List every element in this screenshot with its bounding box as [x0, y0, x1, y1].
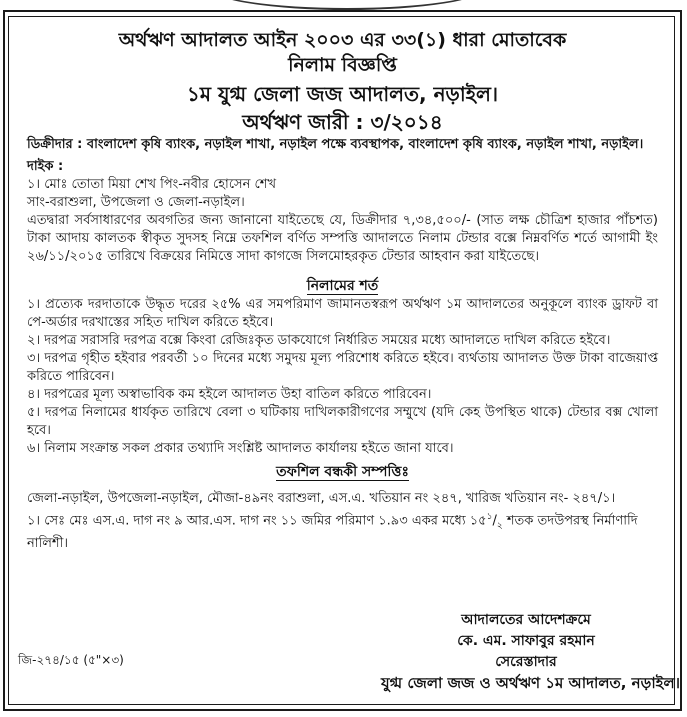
- conditions-title-text: নিলামের শর্ত: [306, 278, 379, 294]
- fraction-numerator: ১: [486, 512, 493, 522]
- schedule-item: ১। সেঃ মেঃ এস.এ. দাগ নং ৯ আর.এস. দাগ নং ১১ জমির পরিমাণ ১.৯৩ একর মধ্যে $১৫^১/_২$ শতক তদউপরস্থ নির্মাণাদি নালিশী।: [27, 512, 638, 551]
- signatory-court: যুগ্ম জেলা জজ ও অর্থঋণ ১ম আদালত, নড়াইল।: [381, 674, 681, 692]
- act-reference-heading: অর্থঋণ আদালত আইন ২০০৩ এর ৩৩(১) ধারা মোতাবেক: [118, 29, 567, 51]
- debtor-name: ১। মোঃ তোতা মিয়া শেখ পিং-নবীর হোসেন শেখ: [27, 177, 277, 192]
- conditions-list: [27, 296, 658, 458]
- schedule-title-text: তফশিল বন্ধকী সম্পত্তিঃ: [276, 464, 409, 480]
- auction-notice: [8, 16, 681, 705]
- decree-holder: ডিক্রীদার : বাংলাদেশ কৃষি ব্যাংক, নড়াইল শাখা, নড়াইল পক্ষে ব্যবস্থাপক, বাংলাদেশ কৃষি ব্যাংক, নড়াইল শাখা, নড়াইল।: [27, 137, 644, 152]
- condition-item: ৩। দরপত্র গৃহীত হইবার পরবর্তী ১০ দিনের মধ্যে সমুদয় মূল্য পরিশোধ করিতে হইবে। ব্যর্থতায় আদালত উক্ত টাকা বাজেয়াপ্ত করিতে পারিবেন।: [27, 351, 658, 384]
- condition-item: ৫। দরপত্র নিলামের ধার্যকৃত তারিখে বেলা ৩ ঘটিকায় দাখিলকারীগণের সম্মুখে (যদি কেহ উপস্থিত থাকে) টেন্ডার বক্স খোলা হবে।: [27, 405, 658, 438]
- schedule-item-tail: শতক তদউপরস্থ নির্মাণাদি নালিশী।: [27, 513, 638, 551]
- schedule-title: [27, 462, 658, 482]
- case-number: অর্থঋণ জারী : ৩/২০১৪: [242, 110, 443, 134]
- publication-reference: জি-২৭৪/১৫ (৫"×৩): [18, 653, 124, 667]
- schedule-location: জেলা-নড়াইল, উপজেলা-নড়াইল, মৌজা-৪৯নং বরাশুলা, এস.এ. খতিয়ান নং ২৪৭, খারিজ খতিয়ান নং- ২৪৭/১।: [27, 491, 616, 506]
- schedule-item-text: ১। সেঃ মেঃ এস.এ. দাগ নং ৯ আর.এস. দাগ নং ১১ জমির পরিমাণ ১.৯৩ একর মধ্যে ১৫: [27, 513, 487, 529]
- conditions-title: [27, 276, 658, 296]
- condition-item: ২। দরপত্র সরাসরি দরপত্র বক্সে কিংবা রেজিঃকৃত ডাকযোগে নির্ধারিত সময়ের মধ্যে আদালতে দাখিল করিতে হইবে।: [27, 333, 611, 348]
- signature-order-line: আদালতের আদেশক্রমে: [461, 612, 591, 628]
- condition-item: ৪। দরপত্রের মূল্য অস্বাভাবিক কম হইলে আদালত উহা বাতিল করিতে পারিবেন।: [27, 387, 432, 402]
- top-decorative-arc: [210, 0, 484, 10]
- court-name: ১ম যুগ্ম জেলা জজ আদালত, নড়াইল।: [186, 82, 499, 106]
- notice-body: এতদ্বারা সর্বসাধারণের অবগতির জন্য জানানো যাইতেছে যে, ডিক্রীদার ৭,৩৪,৫০০/- (সাত লক্ষ চৌত্রিশ হাজার পাঁচশত) টাকা আদায় কালতক স্বীকৃত সুদসহ নিম্নে তফশিল বর্ণিত সম্পত্তি আদালতে নিলাম টেন্ডার বক্সে নিম্নবর্ণিত শর্তে আগামী ইং ২৬/১১/২০১৫ তারিখে বিক্রয়ের নিমিত্তে সাদা কাগজে সিলমোহরকৃত টেন্ডার আহবান করা যাইতেছে।: [27, 213, 658, 264]
- signatory-designation: সেরেস্তাদার: [495, 654, 557, 670]
- signature-block: [381, 610, 681, 694]
- debtor-label: দাইক :: [27, 159, 64, 174]
- notice-title: নিলাম বিজ্ঞপ্তি: [288, 54, 397, 76]
- fraction-denominator: ২: [496, 520, 503, 531]
- condition-item: ৬। নিলাম সংক্রান্ত সকল প্রকার তথ্যাদি সংশ্লিষ্ট আদালত কার্যালয় হইতে জানা যাবে।: [27, 441, 454, 456]
- condition-item: ১। প্রত্যেক দরদাতাকে উদ্ধৃত দরের ২৫% এর সমপরিমাণ জামানতস্বরূপ অর্থঋণ ১ম আদালতের অনুকূলে ব্যাংক ড্রাফট বা পে-অর্ডার দরখাস্তের সহিত দাখিল করিতে হইবে।: [27, 297, 658, 330]
- debtor-address: সাং-বরাশুলা, উপজেলা ও জেলা-নড়াইল।: [27, 195, 245, 210]
- signatory-name: কে. এম. সাফাবুর রহমান: [457, 633, 595, 649]
